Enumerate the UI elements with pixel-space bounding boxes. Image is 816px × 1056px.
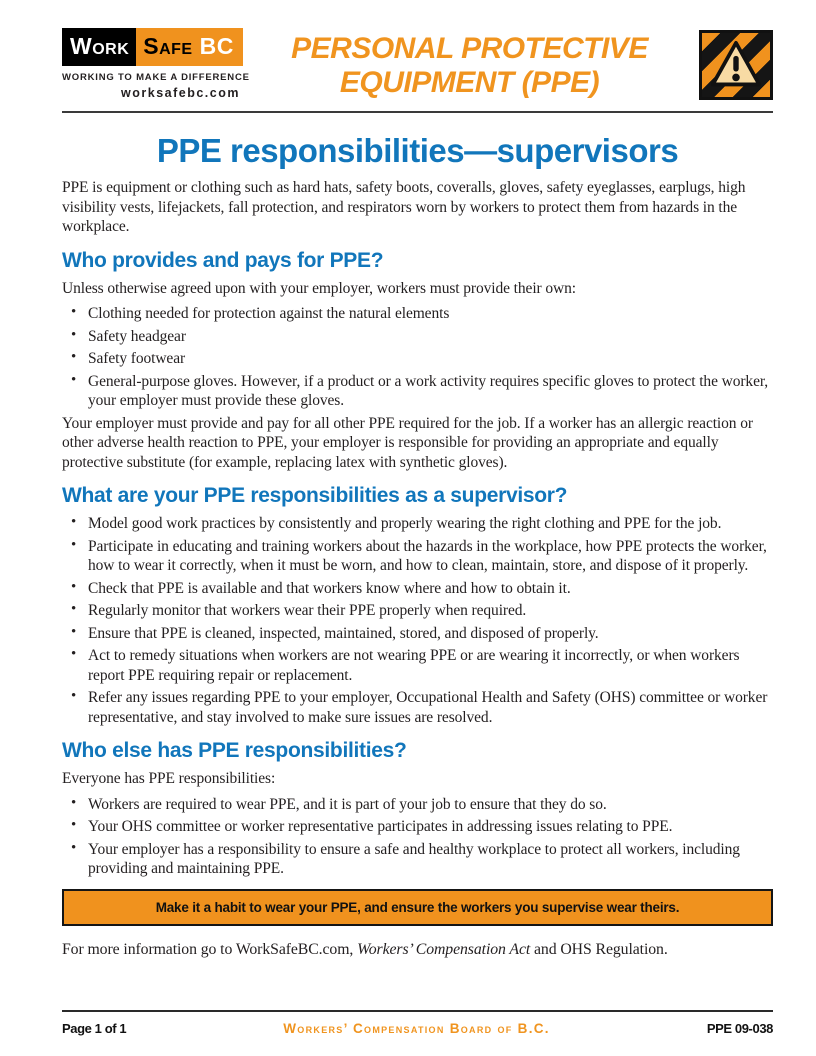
- section-heading-who-provides: Who provides and pays for PPE?: [62, 248, 384, 272]
- logo-tagline: WORKING TO MAKE A DIFFERENCE: [62, 72, 250, 83]
- section-lead: Unless otherwise agreed upon with your employer, workers must provide their own:: [62, 279, 576, 297]
- bullet-item: • General-purpose gloves. However, if a product or a work activity requires specific gloves to protect the worker, your employer must provide these gloves.: [62, 372, 773, 411]
- habit-callout-banner: Make it a habit to wear your PPE, and ensure the workers you supervise wear theirs.: [62, 889, 773, 926]
- worksafebc-logo-badge: [62, 28, 243, 66]
- bullet-item: • Clothing needed for protection against the natural elements: [62, 304, 773, 324]
- bullet-list-provides: [62, 304, 773, 411]
- bullet-item: • Your OHS committee or worker representative participates in addressing issues relating to PPE.: [62, 817, 773, 837]
- bullet-item: • Safety footwear: [62, 349, 773, 369]
- footer-document-number: PPE 09-038: [706, 1021, 773, 1036]
- logo-website: worksafebc.com: [121, 86, 240, 100]
- intro-paragraph: PPE is equipment or clothing such as hard hats, safety boots, coveralls, gloves, safety eyeglasses, earplugs, high visibility vests, lifejackets, fall protection, and respirators worn by workers to protect them from hazards in the workplace.: [62, 179, 746, 235]
- footer-divider: [62, 1010, 773, 1012]
- more-info-suffix: and OHS Regulation.: [530, 940, 668, 958]
- bullet-item: • Check that PPE is available and that workers know where and how to obtain it.: [62, 579, 773, 599]
- document-title: [240, 28, 699, 100]
- more-info-act-title: Workers’ Compensation Act: [357, 940, 531, 958]
- bullet-item: • Refer any issues regarding PPE to your employer, Occupational Health and Safety (OHS) committee or worker representative, and stay involved to make sure issues are resolved.: [62, 688, 773, 727]
- bullet-item: • Your employer has a responsibility to ensure a safe and healthy workplace to protect all workers, including providing and maintaining PPE.: [62, 840, 773, 879]
- bullet-item: • Safety headgear: [62, 327, 773, 347]
- section-paragraph: Your employer must provide and pay for all other PPE required for the job. If a worker has an allergic reaction or other adverse health reaction to PPE, your employer is responsible for providing an appropriate and equally protective substitute (for example, replacing latex with synthetic gloves).: [62, 414, 753, 471]
- bullet-list-who-else: [62, 795, 773, 879]
- footer-organization: Workers’ Compensation Board of B.C.: [283, 1021, 550, 1036]
- more-info-line: [62, 940, 773, 960]
- logo-work-text: Work: [62, 28, 136, 66]
- document-title-line2: EQUIPMENT (PPE): [339, 66, 600, 99]
- bullet-item: • Regularly monitor that workers wear their PPE properly when required.: [62, 601, 773, 621]
- logo-bc-text: BC: [199, 33, 234, 59]
- document-title-line1: PERSONAL PROTECTIVE: [291, 32, 648, 65]
- footer: [62, 1010, 773, 1036]
- footer-page-number: Page 1 of 1: [62, 1021, 127, 1036]
- warning-triangle-icon: [707, 38, 765, 92]
- bullet-item: • Model good work practices by consistently and properly wearing the right clothing and PPE for the job.: [62, 514, 773, 534]
- section-lead: Everyone has PPE responsibilities:: [62, 770, 276, 787]
- more-info-prefix: For more information go to WorkSafeBC.com,: [62, 940, 358, 958]
- logo-safe-bc-box: [136, 28, 243, 66]
- worksafebc-logo: [62, 28, 250, 100]
- bullet-item: • Ensure that PPE is cleaned, inspected, maintained, stored, and disposed of properly.: [62, 624, 773, 644]
- header-divider: [62, 111, 773, 113]
- footer-row: [62, 1021, 773, 1036]
- bullet-item: • Participate in educating and training workers about the hazards in the workplace, how PPE protects the worker, how to wear it correctly, when it must be worn, and how to clean, maintain, store, and dispose of it properly.: [62, 537, 773, 576]
- bullet-item: • Act to remedy situations when workers are not wearing PPE or are wearing it incorrectly, or when workers report PPE requiring repair or replacement.: [62, 646, 773, 685]
- section-heading-supervisor-responsibilities: What are your PPE responsibilities as a supervisor?: [62, 484, 568, 507]
- header: [62, 28, 773, 100]
- section-heading-who-else: Who else has PPE responsibilities?: [62, 739, 407, 762]
- bullet-list-supervisor: [62, 514, 773, 727]
- logo-safe-text: Safe: [143, 33, 193, 59]
- hazard-warning-icon: [699, 30, 773, 100]
- page-title: PPE responsibilities—supervisors: [156, 132, 679, 169]
- bullet-item: • Workers are required to wear PPE, and it is part of your job to ensure that they do so.: [62, 795, 773, 815]
